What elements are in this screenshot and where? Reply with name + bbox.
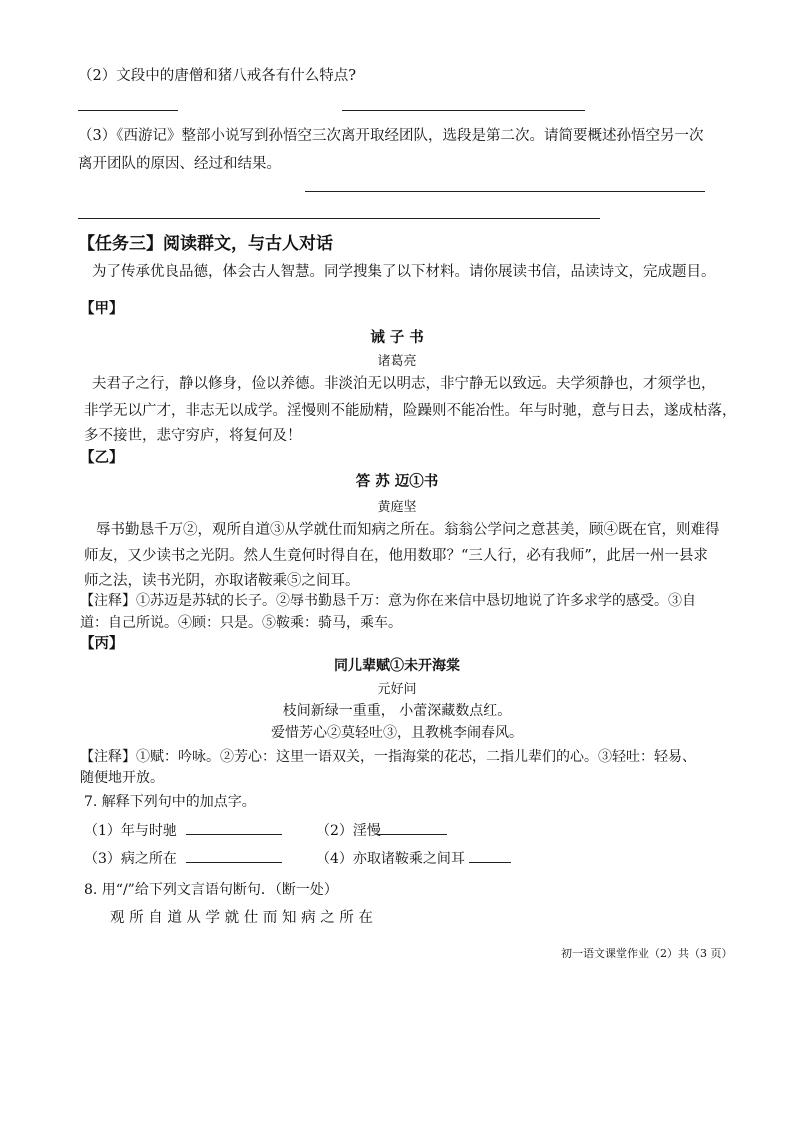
question-3-line2: 离开团队的原因、经过和结果。	[78, 156, 281, 172]
q7-answer-blank-1[interactable]	[186, 834, 282, 835]
q7-answer-blank-4[interactable]	[469, 862, 511, 863]
question-2: （2）文段中的唐僧和猪八戒各有什么特点?	[78, 68, 356, 84]
section-yi-label: 【乙】	[80, 449, 124, 466]
yi-author: 黄庭坚	[377, 500, 417, 515]
q7-answer-blank-3[interactable]	[186, 862, 282, 863]
jia-text-line: 多不接世，悲守穷庐，将复何及！	[84, 428, 302, 444]
jia-author: 诸葛亮	[377, 354, 417, 369]
q7-item-2: （2）淫慢	[316, 823, 381, 839]
answer-line[interactable]	[342, 110, 585, 111]
q7-item-3: （3）病之所在	[84, 851, 177, 867]
bing-poem-line: 枝间新绿一重重， 小蕾深藏数点红。	[282, 703, 512, 719]
q8-title: 8. 用“/”给下列文言语句断句．（断一处）	[84, 882, 338, 898]
bing-note-line: 【注释】①赋：吟咏。②芳心：这里一语双关，一指海棠的花芯，二指儿辈们的心。③轻吐：轻易、	[80, 749, 696, 765]
jia-text-line: 夫君子之行，静以修身，俭以养德。非淡泊无以明志，非宁静无以致远。夫学须静也，才须学也，	[92, 376, 716, 392]
yi-note-line: 【注释】①苏迈是苏轼的长子。②辱书勤恳千万：意为你在来信中恳切地说了许多求学的感受。③自	[80, 593, 696, 609]
yi-text-line: 师之法，读书光阴，亦取诸鞍乘⑤之间耳。	[84, 573, 360, 589]
q7-item-1: （1）年与时驰	[84, 823, 177, 839]
yi-title: 答 苏 迈①书	[355, 473, 439, 490]
q8-sentence: 观 所 自 道 从 学 就 仕 而 知 病 之 所 在	[110, 910, 373, 926]
question-3-line1: （3）《西游记》整部小说写到孙悟空三次离开取经团队，选段是第二次。请简要概述孙悟空另一次	[78, 128, 704, 144]
section-bing-label: 【丙】	[80, 635, 124, 652]
bing-author: 元好问	[377, 682, 417, 697]
jia-title: 诫 子 书	[370, 329, 424, 346]
bing-poem-line: 爱惜芳心②莫轻吐③，且教桃李闹春风。	[271, 725, 523, 741]
bing-note-line: 随便地开放。	[80, 770, 164, 786]
answer-line[interactable]	[305, 191, 705, 192]
yi-note-line: 道：自己所说。④顾：只是。⑤鞍乘：骑马，乘车。	[80, 615, 402, 631]
bing-title: 同儿辈赋①未开海棠	[334, 658, 460, 674]
answer-line[interactable]	[78, 110, 178, 111]
q7-item-4: （4）亦取诸鞍乘之间耳	[316, 851, 465, 867]
answer-line[interactable]	[78, 218, 600, 219]
task3-heading: 【任务三】阅读群文，与古人对话	[78, 234, 333, 254]
q7-title: 7. 解释下列句中的加点字。	[84, 794, 256, 810]
task3-intro: 为了传承优良品德，体会古人智慧。同学搜集了以下材料。请你展读书信，品读诗文，完成题目。	[92, 264, 716, 280]
q7-answer-blank-2[interactable]	[377, 834, 447, 835]
page-footer: 初一语文课堂作业（2）共（3 页）	[561, 947, 733, 960]
jia-text-line: 非学无以广才，非志无以成学。淫慢则不能励精，险躁则不能冶性。年与时驰，意与日去，遂成枯落，	[84, 403, 737, 419]
yi-text-line: 师友，又少读书之光阴。然人生竟何时得自在，他用数耶？“三人行，必有我师”，此居一州一县求	[84, 548, 708, 564]
section-jia-label: 【甲】	[80, 300, 124, 317]
yi-text-line: 辱书勤恳千万②，观所自道③从学就仕而知病之所在。翁翁公学问之意甚美，顾④既在官，则难得	[96, 522, 720, 538]
